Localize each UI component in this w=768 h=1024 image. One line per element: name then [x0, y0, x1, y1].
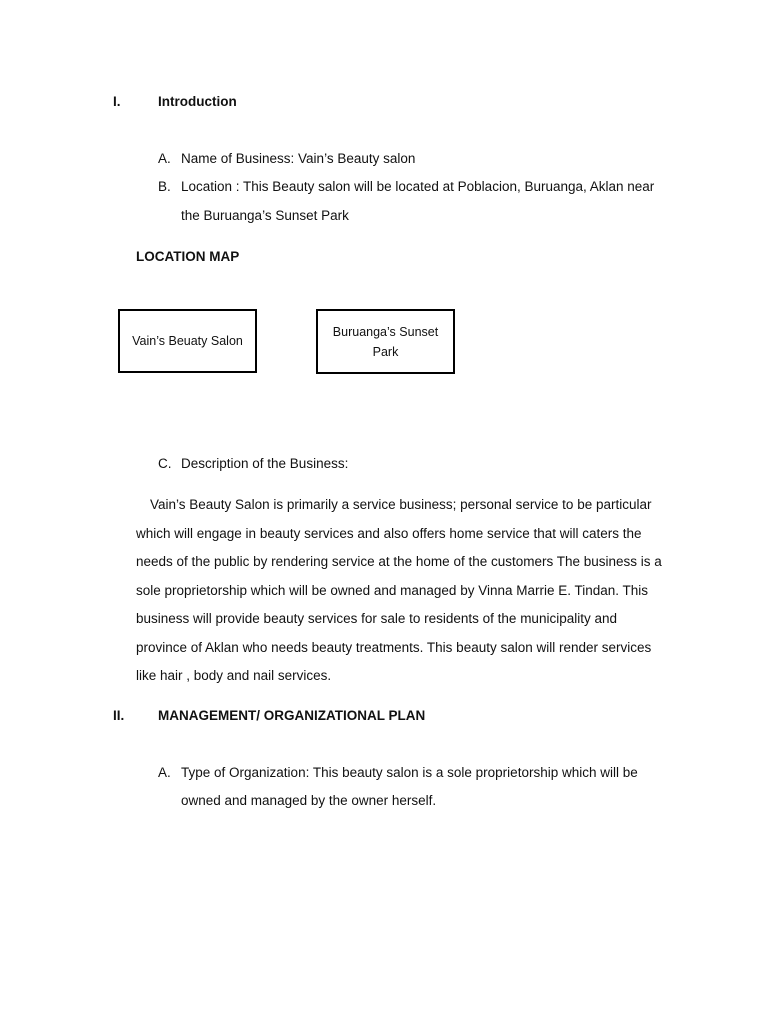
description-line: sole proprietorship which will be owned and managed by Vinna Marrie E. Tindan. This	[136, 582, 649, 598]
map-box-sunset-park	[316, 309, 455, 374]
map-box-salon	[118, 309, 257, 373]
item-b-text-line-2: the Buruanga’s Sunset Park	[181, 208, 349, 223]
section-2-title: MANAGEMENT/ ORGANIZATIONAL PLAN	[158, 708, 426, 723]
section-1-numeral: I.	[113, 94, 121, 109]
item-c-label: Description of the Business:	[181, 456, 349, 471]
item-2a-text-line-2: owned and managed by the owner herself.	[181, 793, 437, 808]
description-line: needs of the public by rendering service at the home of the customers The business is a	[136, 554, 662, 569]
item-2a-text-line-1: Type of Organization: This beauty salon is a sole proprietorship which will be	[181, 765, 638, 780]
section-1-title: Introduction	[158, 94, 237, 109]
item-a-text: Name of Business: Vain’s Beauty salon	[181, 151, 416, 166]
location-map-heading: LOCATION MAP	[136, 249, 240, 264]
map-box-sunset-park-label: Buruanga’s Sunset Park	[332, 324, 439, 359]
description-line: Vain’s Beauty Salon is primarily a service business; personal service to be particular	[150, 497, 652, 512]
map-box-salon-label: Vain’s Beuaty Salon	[132, 334, 243, 348]
item-2a-letter: A.	[158, 765, 171, 780]
item-b-text-line-1: Location : This Beauty salon will be located at Poblacion, Buruanga, Aklan near	[181, 179, 655, 194]
description-line: province of Aklan who needs beauty treatments. This beauty salon will render services	[136, 639, 652, 655]
item-b-letter: B.	[158, 179, 171, 194]
item-a-letter: A.	[158, 151, 171, 166]
section-2-numeral: II.	[113, 708, 125, 723]
description-line: business will provide beauty services for sale to residents of the municipality and	[136, 611, 617, 626]
item-c-letter: C.	[158, 456, 172, 471]
description-paragraph	[136, 491, 676, 691]
description-line: which will engage in beauty services and also offers home service that will caters the	[136, 525, 642, 541]
description-line: like hair , body and nail services.	[136, 668, 332, 683]
